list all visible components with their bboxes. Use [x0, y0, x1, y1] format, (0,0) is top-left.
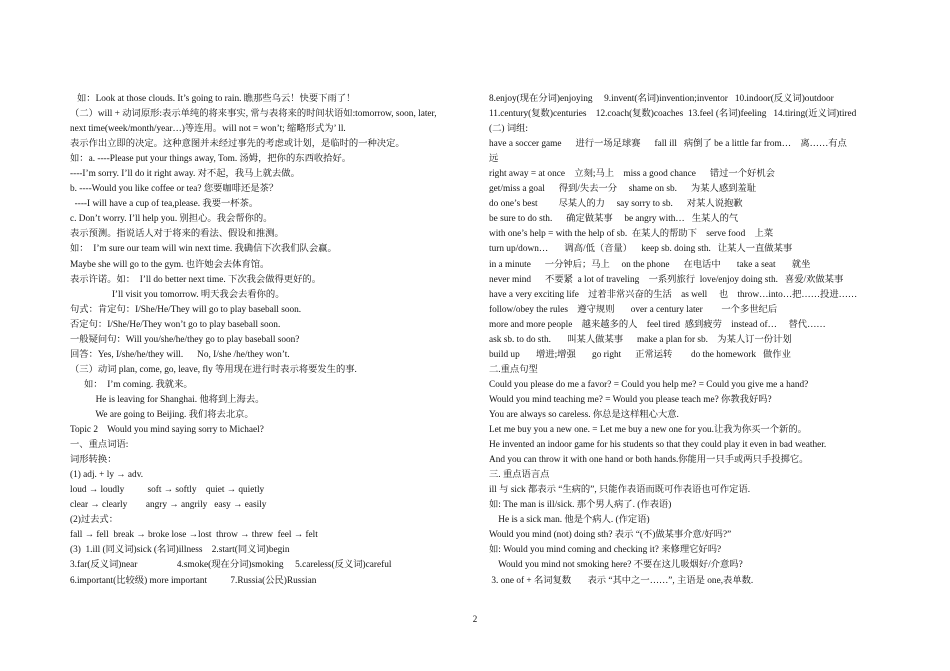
text-line: 三. 重点语言点: [489, 470, 550, 481]
text-line: loud → loudly soft → softly quiet → quietly: [70, 485, 265, 496]
left-column: [70, 92, 470, 589]
text-line: turn up/down… 调高/低（音量） keep sb. doing sth. 让某人一直做某事: [489, 244, 793, 255]
text-line: 11.century(复数)centuries 12.coach(复数)coaches 13.feel (名词)feeling 14.tiring(近义词)tired: [489, 109, 857, 120]
text-line: next time(week/month/year…)等连用。will not = won’t; 缩略形式为’ ll.: [70, 124, 346, 135]
text-line: 6.important(比较级) more important 7.Russia(公民)Russian: [70, 575, 317, 586]
text-line: (1) adj. + ly → adv.: [70, 470, 144, 481]
text-line: 如：a. ----Please put your things away, Tom. 汤姆，把你的东西收拾好。: [70, 154, 352, 165]
text-line: 表示作出立即的决定。这种意图并未经过事先的考虑或计划，是临时的一种决定。: [70, 139, 405, 150]
text-line: be sure to do sth. 确定做某事 be angry with… 生某人的气: [489, 214, 739, 225]
right-column: [489, 92, 889, 589]
text-line: He is a sick man. 他是个病人. (作定语): [489, 515, 650, 526]
text-line: 表示预测。指说话人对于将来的看法、假设和推测。: [70, 229, 284, 240]
text-line: 二.重点句型: [489, 364, 538, 375]
text-line: ill 与 sick 都表示 “生病的”, 只能作表语而既可作表语也可作定语.: [489, 485, 751, 496]
text-line: build up 增进;增强 go right 正常运转 do the homework 做作业: [489, 349, 791, 360]
text-line: Would you mind (not) doing sth? 表示 “(不)做某事介意/好吗?”: [489, 530, 732, 541]
text-line: more and more people 越来越多的人 feel tired 感到疲劳 instead of… 替代……: [489, 319, 826, 330]
text-line: do one’s best 尽某人的力 say sorry to sb. 对某人说抱歉: [489, 199, 743, 210]
text-line: （二）will + 动词原形:表示单纯的将来事实, 常与表将来的时间状语如:tomorrow, soon, later,: [70, 109, 437, 120]
text-line: (二) 词组:: [489, 124, 528, 135]
text-line: c. Don’t worry. I’ll help you. 别担心。我会帮你的。: [70, 214, 273, 225]
text-line: 表示许诺。如： I’ll do better next time. 下次我会做得更好的。: [70, 274, 321, 285]
text-line: He invented an indoor game for his students so that they could play it even in bad weather.: [489, 440, 827, 451]
text-line: (3) 1.ill (同义词)sick (名词)illness 2.start(同义词)begin: [70, 545, 290, 556]
text-line: We are going to Beijing. 我们将去北京。: [70, 409, 254, 420]
text-line: 如： I’m sure our team will win next time. 我确信下次我们队会赢。: [70, 244, 337, 255]
text-line: (2)过去式：: [70, 515, 119, 526]
text-line: 词形转换：: [70, 455, 117, 466]
text-line: get/miss a goal 得到/失去一分 shame on sb. 为某人感到羞耻: [489, 184, 757, 195]
text-line: I’ll visit you tomorrow. 明天我会去看你的。: [70, 289, 285, 300]
text-line: Let me buy you a new one. = Let me buy a new one for you.让我为你买一个新的。: [489, 425, 807, 436]
text-line: clear → clearly angry → angrily easy → easily: [70, 500, 267, 511]
text-line: Maybe she will go to the gym. 也许她会去体育馆。: [70, 259, 270, 270]
text-line: And you can throw it with one hand or both hands.你能用一只手或两只手投掷它。: [489, 455, 809, 466]
text-line: 8.enjoy(现在分词)enjoying 9.invent(名词)invention;inventor 10.indoor(反义词)outdoor: [489, 94, 834, 104]
text-line: 回答：Yes, I/she/he/they will. No, I/she /he/they won’t.: [70, 349, 290, 360]
text-line: 否定句：I/She/He/They won’t go to play baseball soon.: [70, 319, 281, 330]
text-line: ask sb. to do sth. 叫某人做某事 make a plan for sb. 为某人订一份计划: [489, 334, 792, 345]
text-line: Would you mind not smoking here? 不要在这儿吸烟好/介意吗?: [489, 560, 743, 571]
text-line: ----I’m sorry. I’ll do it right away. 对不起，我马上就去做。: [70, 169, 300, 180]
text-line: have a very exciting life 过着非常兴奋的生活 as well 也 throw…into…把……投进……: [489, 289, 858, 300]
text-line: Could you please do me a favor? = Could you help me? = Could you give me a hand?: [489, 379, 809, 390]
text-line: 一、重点词语:: [70, 440, 129, 451]
text-line: right away = at once 立刻;马上 miss a good chance 错过一个好机会: [489, 169, 775, 180]
text-line: 句式：肯定句：I/She/He/They will go to play baseball soon.: [70, 304, 302, 315]
text-line: 3.far(反义词)near 4.smoke(现在分词)smoking 5.careless(反义词)careful: [70, 560, 392, 571]
text-line: fall → fell break → broke lose →lost throw → threw feel → felt: [70, 530, 318, 541]
text-line: 如: Would you mind coming and checking it? 来修理它好吗?: [489, 545, 722, 556]
text-line: Topic 2 Would you mind saying sorry to Michael?: [70, 425, 264, 436]
text-line: Would you mind teaching me? = Would you please teach me? 你教我好吗?: [489, 394, 772, 405]
text-line: 如： I’m coming. 我就来。: [70, 379, 193, 390]
text-line: 3. one of + 名词复数 表示 “其中之一……”, 主语是 one,表单数.: [489, 575, 754, 586]
text-line: follow/obey the rules 遵守规则 over a century later 一个多世纪后: [489, 304, 778, 315]
text-line: in a minute 一分钟后；马上 on the phone 在电话中 take a seat 就坐: [489, 259, 811, 270]
text-line: He is leaving for Shanghai. 他将到上海去。: [70, 394, 265, 405]
text-line: b. ----Would you like coffee or tea? 您要咖啡还是茶？: [70, 184, 279, 195]
text-line: 如：Look at those clouds. It’s going to rain. 瞧那些乌云！快要下雨了！: [70, 94, 356, 104]
page-number: 2: [472, 614, 478, 624]
text-line: 如: The man is ill/sick. 那个男人病了. (作表语): [489, 500, 672, 511]
text-line: ----I will have a cup of tea,please. 我要一杯茶。: [70, 199, 259, 210]
text-line: （三）动词 plan, come, go, leave, fly 等用现在进行时表示将要发生的事.: [70, 364, 357, 375]
text-line: have a soccer game 进行一场足球赛 fall ill 病倒了 be a little far from… 离……有点: [489, 139, 847, 150]
text-line: 远: [489, 154, 499, 165]
text-line: You are always so careless. 你总是这样粗心大意.: [489, 409, 679, 420]
text-line: 一般疑问句：Will you/she/he/they go to play baseball soon?: [70, 334, 300, 345]
text-line: never mind 不要紧 a lot of traveling 一系列旅行 love/enjoy doing sth. 喜爱/欢做某事: [489, 274, 844, 285]
text-line: with one’s help = with the help of sb. 在某人的帮助下 serve food 上菜: [489, 229, 774, 240]
